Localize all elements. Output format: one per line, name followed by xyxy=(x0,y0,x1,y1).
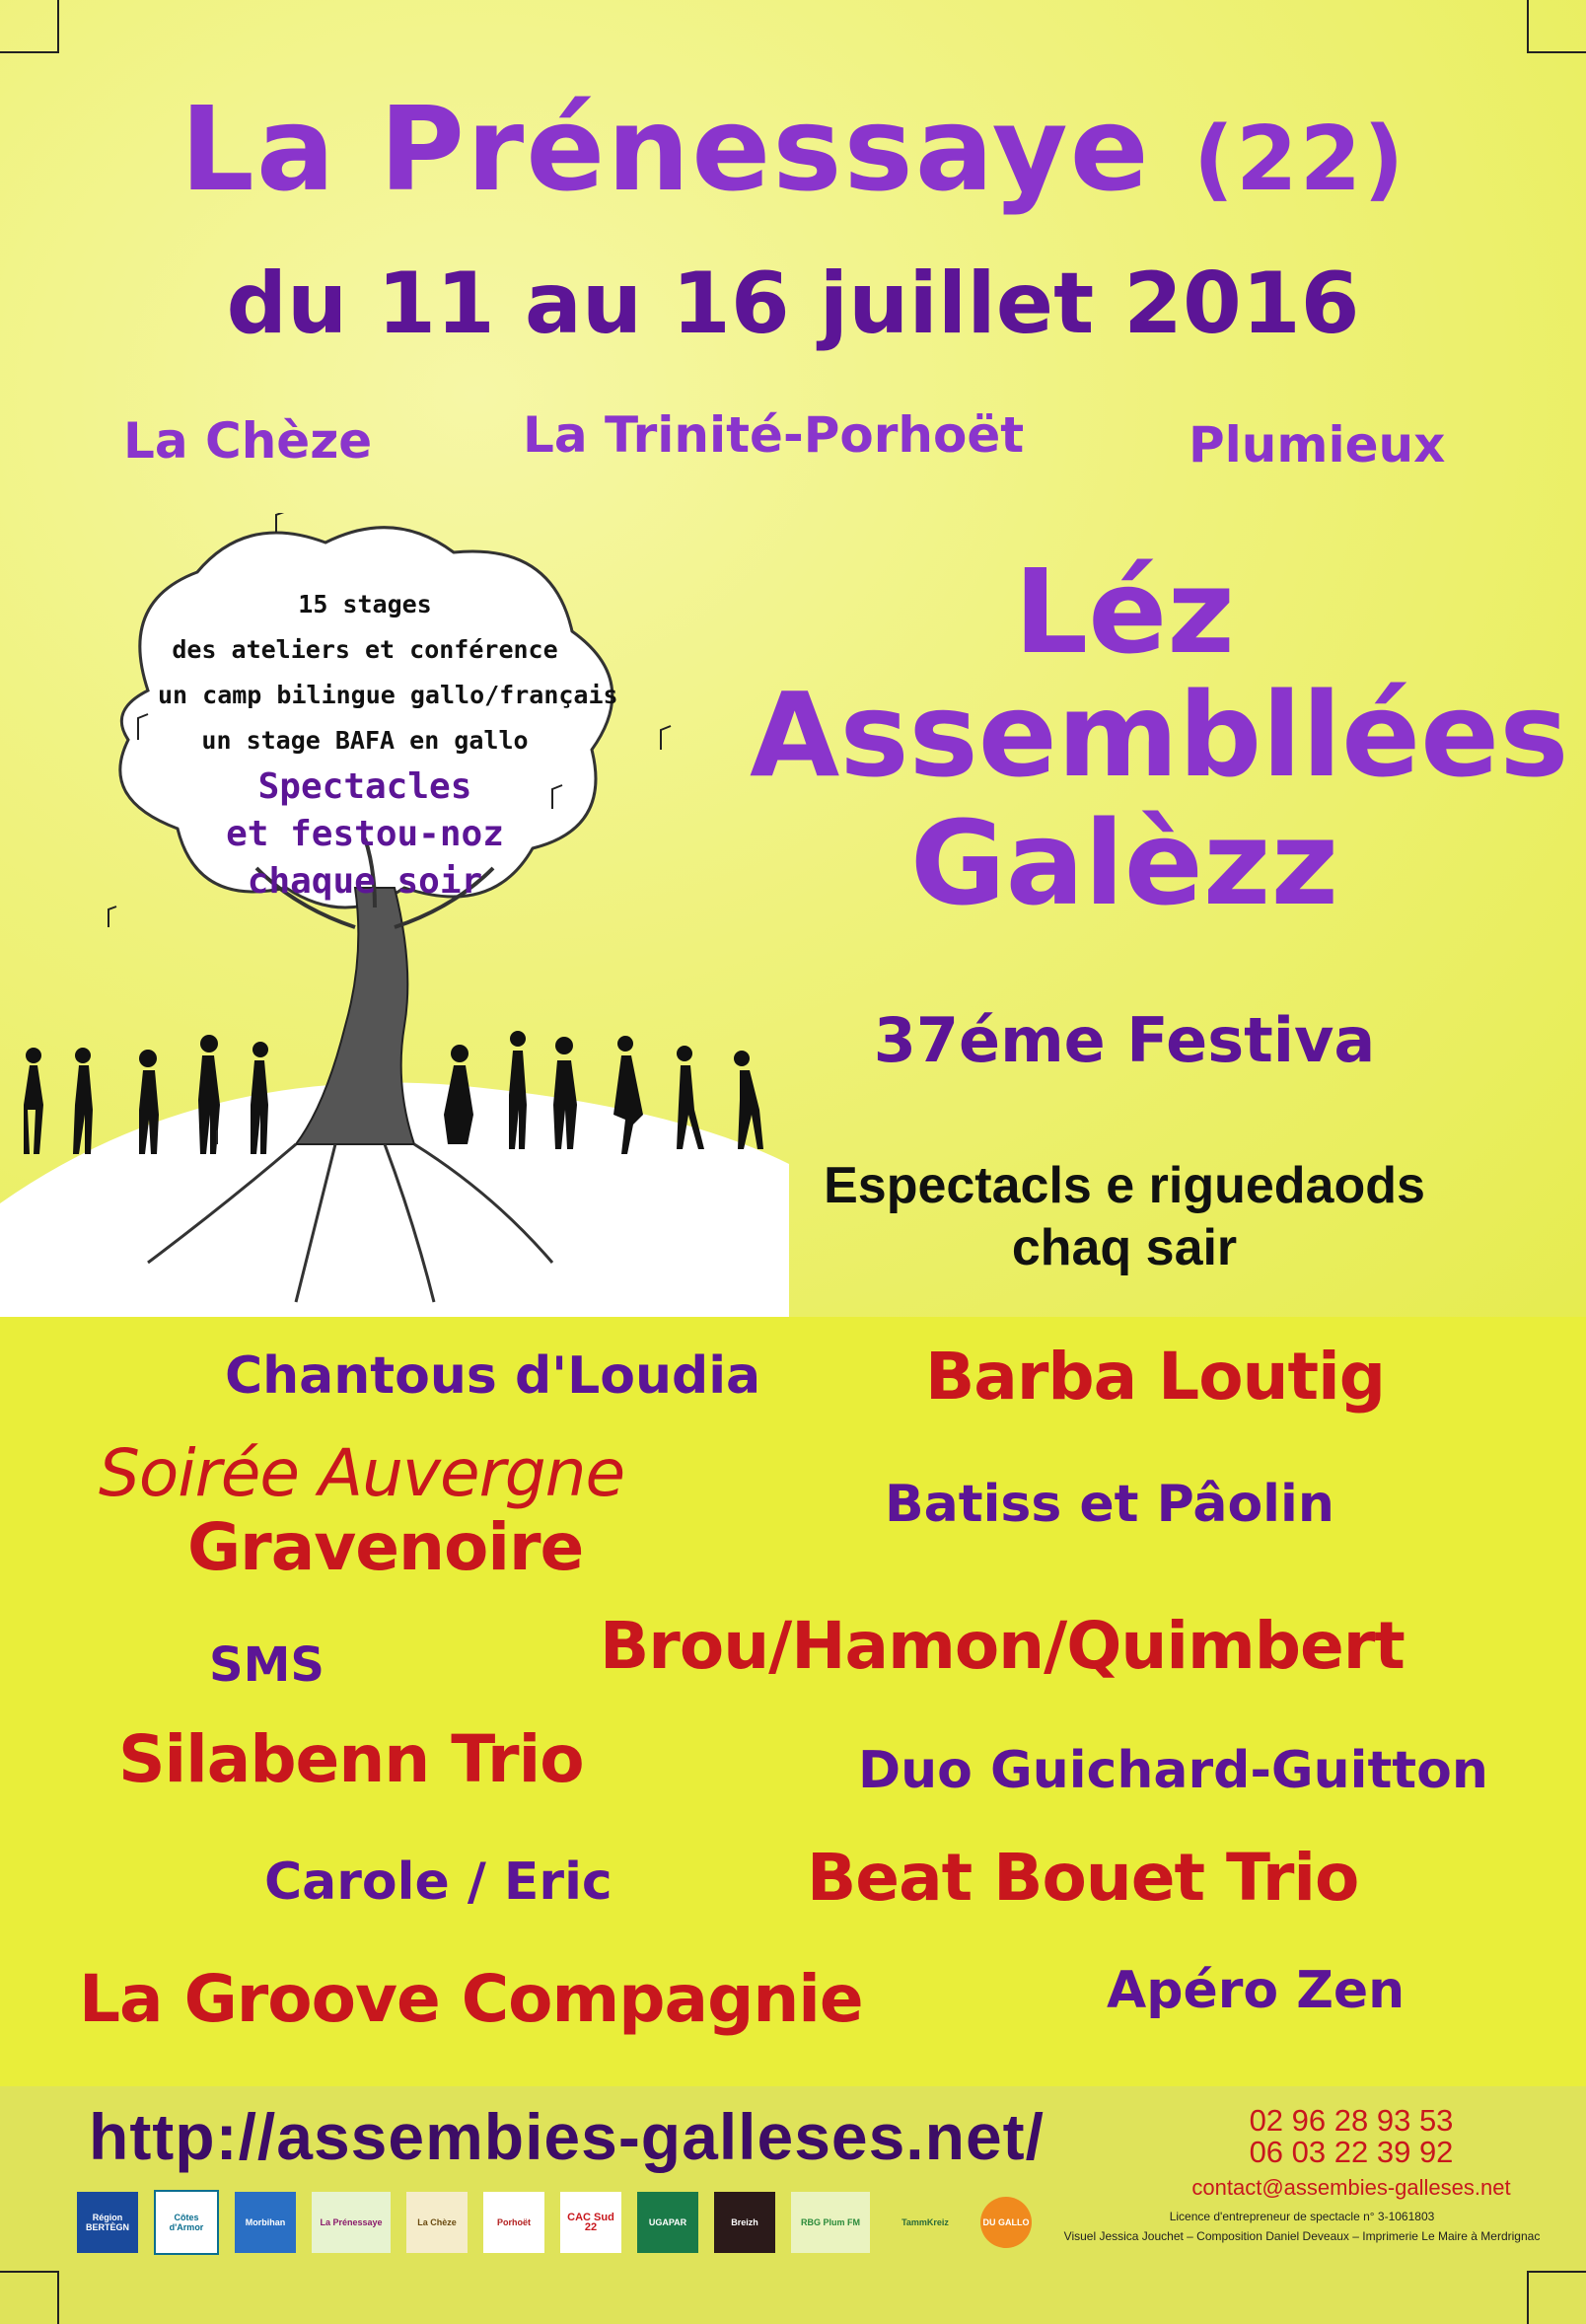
town-plumieux: Plumieux xyxy=(1189,416,1446,473)
festival-name-line-1: Léz xyxy=(1014,544,1235,680)
crop-mark-top-left xyxy=(0,0,59,53)
act-barba-loutig: Barba Loutig xyxy=(925,1339,1385,1415)
website-url[interactable]: http://assembies-galleses.net/ xyxy=(89,2100,1045,2173)
credits: Visuel Jessica Jouchet – Composition Daniel Deveaux – Imprimerie Le Maire à Merdrignac xyxy=(1063,2229,1541,2243)
act-brou-hamon-quimbert: Brou/Hamon/Quimbert xyxy=(600,1608,1405,1684)
title-town: La Prénessaye xyxy=(180,81,1151,217)
morbihan-logo: Morbihan xyxy=(235,2192,296,2253)
contact-email[interactable]: contact@assembies-galleses.net xyxy=(1191,2175,1511,2200)
licence-notice: Licence d'entrepreneur de spectacle n° 3-1061803 xyxy=(1169,2210,1435,2223)
act-sms: SMS xyxy=(209,1637,324,1693)
act-carole-eric: Carole / Eric xyxy=(264,1852,613,1912)
cloud-highlight: Spectacles xyxy=(257,766,472,807)
la-cheze-logo: La Chèze xyxy=(406,2192,468,2253)
act-la-groove-compagnie: La Groove Compagnie xyxy=(79,1961,863,2037)
act-chantous-dloudia: Chantous d'Loudia xyxy=(225,1346,761,1406)
act-silabenn-trio: Silabenn Trio xyxy=(118,1721,584,1797)
rbg-plum-fm-logo: RBG Plum FM xyxy=(791,2192,870,2253)
cloud-highlight: chaque soir xyxy=(247,861,483,902)
crop-mark-top-right xyxy=(1527,0,1586,53)
sponsor-logos xyxy=(77,2182,1053,2263)
festival-name-line-2: Assembllées xyxy=(750,667,1569,803)
la-prenessaye-logo: La Prénessaye xyxy=(312,2192,391,2253)
phone-number-1: 02 96 28 93 53 xyxy=(1249,2103,1454,2138)
porhoet-logo: Porhoët xyxy=(483,2192,544,2253)
act-soiree-auvergne: Soirée Auvergne xyxy=(99,1435,625,1511)
cloud-line: un camp bilingue gallo/français xyxy=(158,681,618,709)
ugapar-logo: UGAPAR xyxy=(637,2192,698,2253)
cloud-callout xyxy=(158,582,618,906)
du-gallo-logo: DU GALLO xyxy=(980,2197,1032,2248)
act-gravenoire: Gravenoire xyxy=(187,1509,584,1585)
crop-mark-bottom-left xyxy=(0,2271,59,2324)
phone-number-2: 06 03 22 39 92 xyxy=(1249,2135,1454,2169)
cloud-highlight: et festou-noz xyxy=(226,814,504,854)
festival-name-line-3: Galèzz xyxy=(909,795,1339,931)
tagline-line-2: chaq sair xyxy=(1011,1219,1238,1276)
crop-mark-bottom-right xyxy=(1527,2271,1586,2324)
act-beat-bouet-trio: Beat Bouet Trio xyxy=(807,1840,1359,1916)
cloud-line: un stage BAFA en gallo xyxy=(201,726,529,755)
festival-edition: 37éme Festiva xyxy=(873,1004,1376,1076)
town-la-trinite-porhoet: La Trinité-Porhoët xyxy=(523,406,1025,464)
tagline-line-1: Espectacls e riguedaods xyxy=(824,1157,1425,1214)
breizh-logo: Breizh xyxy=(714,2192,775,2253)
town-la-cheze: La Chèze xyxy=(123,412,373,470)
tamm-kreiz-logo: TammKreiz xyxy=(901,2217,949,2227)
cloud-line: 15 stages xyxy=(298,590,432,618)
page-title xyxy=(0,81,1586,217)
cac-sud-22-logo: CAC Sud 22 xyxy=(560,2192,621,2253)
event-dates: du 11 au 16 juillet 2016 xyxy=(226,254,1360,353)
cloud-line: des ateliers et conférence xyxy=(172,635,558,664)
cotes-armor-logo: Côtes d'Armor xyxy=(154,2190,219,2255)
act-duo-guichard-guitton: Duo Guichard-Guitton xyxy=(858,1741,1488,1800)
act-batiss-et-paolin: Batiss et Pâolin xyxy=(885,1475,1334,1534)
region-bretagne-logo: Région BERTÈGN xyxy=(77,2192,138,2253)
act-apero-zen: Apéro Zen xyxy=(1107,1961,1406,2020)
title-department: (22) xyxy=(1192,108,1406,211)
